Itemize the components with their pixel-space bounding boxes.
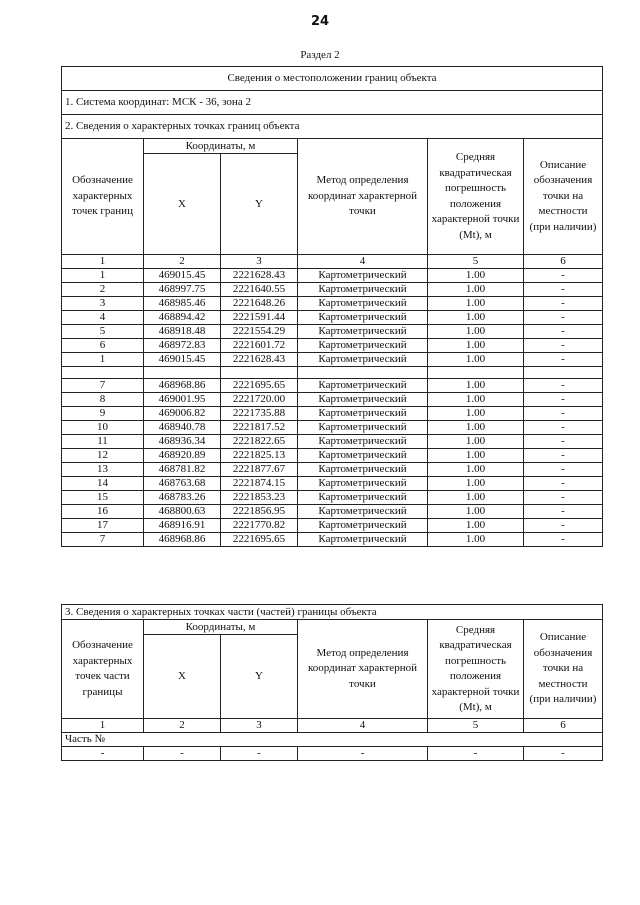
empty-cell: - [524,747,603,761]
method: Картометрический [298,477,428,491]
point-description: - [524,311,603,325]
coord-x: 469015.45 [144,269,221,283]
mt-value: 1.00 [428,353,524,367]
coord-x: 469006.82 [144,407,221,421]
header-coordinates: Координаты, м [144,139,298,154]
mt-value: 1.00 [428,297,524,311]
coord-x: 468936.34 [144,435,221,449]
mt-value: 1.00 [428,491,524,505]
empty-cell [62,367,144,379]
column-number: 2 [144,255,221,269]
coord-x: 468985.46 [144,297,221,311]
table-row [62,435,603,449]
point-id: 11 [62,435,144,449]
method: Картометрический [298,269,428,283]
method: Картометрический [298,407,428,421]
table-row [62,505,603,519]
coord-x: 468781.82 [144,463,221,477]
coord-y: 2221825.13 [221,449,298,463]
parts-header-method: Метод определения координат характерной точки [298,620,428,719]
point-description: - [524,435,603,449]
point-id: 1 [62,269,144,283]
point-description: - [524,421,603,435]
boundary-table [61,66,603,547]
mt-value: 1.00 [428,477,524,491]
point-id: 4 [62,311,144,325]
point-description: - [524,533,603,547]
coord-x: 468783.26 [144,491,221,505]
empty-cell [144,367,221,379]
coord-x: 468918.48 [144,325,221,339]
point-id: 2 [62,283,144,297]
method: Картометрический [298,283,428,297]
point-id: 17 [62,519,144,533]
coord-y: 2221601.72 [221,339,298,353]
column-number: 3 [221,255,298,269]
coord-y: 2221770.82 [221,519,298,533]
mt-value: 1.00 [428,325,524,339]
empty-cell [221,367,298,379]
method: Картометрический [298,339,428,353]
coord-x: 468972.83 [144,339,221,353]
point-description: - [524,407,603,421]
column-number: 4 [298,719,428,733]
point-id: 3 [62,297,144,311]
coord-y: 2221853.23 [221,491,298,505]
empty-cell: - [144,747,221,761]
mt-value: 1.00 [428,269,524,283]
column-number: 6 [524,255,603,269]
table-row [62,379,603,393]
table-row [62,297,603,311]
coord-y: 2221695.65 [221,533,298,547]
point-description: - [524,463,603,477]
mt-value: 1.00 [428,379,524,393]
point-description: - [524,353,603,367]
parts-table [61,604,603,761]
point-id: 16 [62,505,144,519]
mt-value: 1.00 [428,407,524,421]
coord-y: 2221648.26 [221,297,298,311]
parts-header-x: X [144,635,221,719]
method: Картометрический [298,297,428,311]
point-description: - [524,505,603,519]
coord-x: 469001.95 [144,393,221,407]
empty-cell [524,367,603,379]
coord-y: 2221735.88 [221,407,298,421]
coord-y: 2221817.52 [221,421,298,435]
point-description: - [524,519,603,533]
table-row [62,407,603,421]
method: Картометрический [298,311,428,325]
mt-value: 1.00 [428,519,524,533]
mt-value: 1.00 [428,505,524,519]
mt-value: 1.00 [428,435,524,449]
header-x: X [144,154,221,255]
coord-x: 468800.63 [144,505,221,519]
table-row [62,283,603,297]
point-description: - [524,491,603,505]
coord-x: 468920.89 [144,449,221,463]
point-id: 12 [62,449,144,463]
mt-value: 1.00 [428,533,524,547]
header-y: Y [221,154,298,255]
point-id: 7 [62,379,144,393]
header-method: Метод определения координат характерной точки [298,139,428,255]
empty-cell: - [298,747,428,761]
column-number: 5 [428,255,524,269]
method: Картометрический [298,325,428,339]
method: Картометрический [298,353,428,367]
method: Картометрический [298,421,428,435]
points-heading: 2. Сведения о характерных точках границ объекта [62,115,603,139]
point-id: 10 [62,421,144,435]
column-number: 5 [428,719,524,733]
coord-system: 1. Система координат: МСК - 36, зона 2 [62,91,603,115]
method: Картометрический [298,533,428,547]
table-row [62,449,603,463]
table-row [62,491,603,505]
coord-y: 2221822.65 [221,435,298,449]
table-row [62,533,603,547]
coord-y: 2221874.15 [221,477,298,491]
header-error: Средняя квадратическая погрешность положения характерной точки (Mt), м [428,139,524,255]
parts-heading: 3. Сведения о характерных точках части (частей) границы объекта [62,605,603,620]
column-number: 3 [221,719,298,733]
table-row [62,393,603,407]
point-description: - [524,449,603,463]
coord-y: 2221591.44 [221,311,298,325]
coord-x: 469015.45 [144,353,221,367]
mt-value: 1.00 [428,339,524,353]
coord-y: 2221856.95 [221,505,298,519]
point-id: 5 [62,325,144,339]
column-number: 1 [62,719,144,733]
column-number: 6 [524,719,603,733]
table-row [62,325,603,339]
column-number: 2 [144,719,221,733]
page-number: 24 [310,14,330,29]
point-id: 15 [62,491,144,505]
mt-value: 1.00 [428,449,524,463]
table-row [62,353,603,367]
coord-y: 2221695.65 [221,379,298,393]
table-row [62,339,603,353]
method: Картометрический [298,379,428,393]
point-id: 8 [62,393,144,407]
method: Картометрический [298,491,428,505]
separator-row [62,367,603,379]
table-row [62,311,603,325]
point-description: - [524,269,603,283]
section-label: Раздел 2 [300,49,340,61]
point-id: 7 [62,533,144,547]
column-number: 1 [62,255,144,269]
parts-header-y: Y [221,635,298,719]
point-description: - [524,339,603,353]
table-row [62,421,603,435]
method: Картометрический [298,449,428,463]
point-description: - [524,297,603,311]
point-description: - [524,325,603,339]
coord-x: 468916.91 [144,519,221,533]
coord-x: 468997.75 [144,283,221,297]
parts-header-description: Описание обозначения точки на местности (при наличии) [524,620,603,719]
table-row [62,519,603,533]
point-description: - [524,393,603,407]
point-id: 9 [62,407,144,421]
method: Картометрический [298,393,428,407]
table-row [62,463,603,477]
point-id: 1 [62,353,144,367]
empty-cell: - [428,747,524,761]
table-row [62,269,603,283]
mt-value: 1.00 [428,393,524,407]
coord-x: 468968.86 [144,533,221,547]
coord-y: 2221628.43 [221,269,298,283]
table-row [62,477,603,491]
coord-x: 468894.42 [144,311,221,325]
column-number: 4 [298,255,428,269]
header-designation: Обозначение характерных точек границ [62,139,144,255]
coord-y: 2221554.29 [221,325,298,339]
point-description: - [524,379,603,393]
mt-value: 1.00 [428,283,524,297]
coord-y: 2221877.67 [221,463,298,477]
point-id: 14 [62,477,144,491]
point-id: 6 [62,339,144,353]
part-label: Часть № [62,733,603,747]
method: Картометрический [298,505,428,519]
point-id: 13 [62,463,144,477]
empty-cell [298,367,428,379]
table-title: Сведения о местоположении границ объекта [62,67,603,91]
coord-x: 468940.78 [144,421,221,435]
coord-y: 2221628.43 [221,353,298,367]
mt-value: 1.00 [428,421,524,435]
coord-x: 468763.68 [144,477,221,491]
method: Картометрический [298,519,428,533]
method: Картометрический [298,435,428,449]
method: Картометрический [298,463,428,477]
parts-header-coordinates: Координаты, м [144,620,298,635]
header-description: Описание обозначения точки на местности (при наличии) [524,139,603,255]
empty-cell [428,367,524,379]
mt-value: 1.00 [428,463,524,477]
point-description: - [524,477,603,491]
parts-header-error: Средняя квадратическая погрешность положения характерной точки (Mt), м [428,620,524,719]
coord-y: 2221720.00 [221,393,298,407]
coord-y: 2221640.55 [221,283,298,297]
point-description: - [524,283,603,297]
mt-value: 1.00 [428,311,524,325]
empty-cell: - [62,747,144,761]
empty-cell: - [221,747,298,761]
parts-header-designation: Обозначение характерных точек части границы [62,620,144,719]
coord-x: 468968.86 [144,379,221,393]
